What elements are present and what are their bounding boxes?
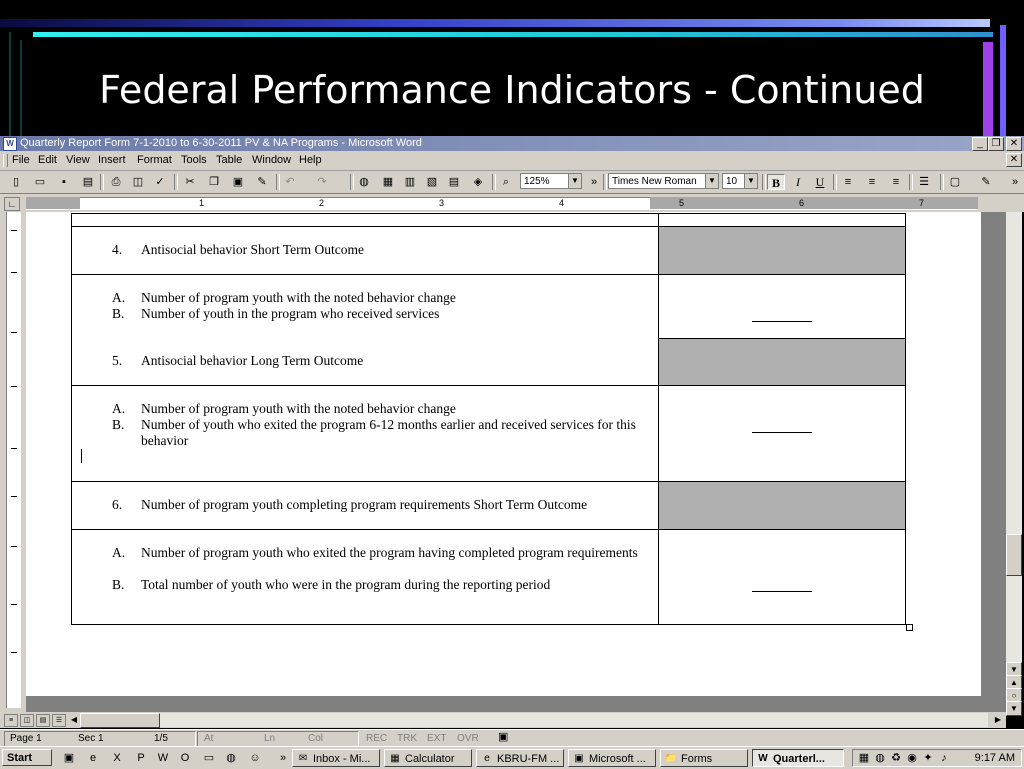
align-left-icon[interactable]: ≡ <box>844 176 852 188</box>
ruler-strip[interactable] <box>6 212 21 708</box>
status-column: Col <box>308 733 324 744</box>
table-row <box>72 227 906 275</box>
normal-view-icon[interactable]: ≡ <box>4 714 18 727</box>
ruler-number: 3 <box>439 198 445 208</box>
chevron-down-icon[interactable]: ▼ <box>744 174 757 188</box>
scroll-thumb[interactable] <box>80 713 160 728</box>
ruler-tick <box>11 448 17 449</box>
task-label: Calculator <box>405 753 455 765</box>
answer-blank[interactable] <box>752 591 812 592</box>
menu-tools[interactable]: Tools <box>181 154 207 166</box>
internet-explorer-icon: e <box>484 753 490 764</box>
publisher-icon[interactable]: P <box>137 752 145 764</box>
ruler-tick <box>11 230 17 231</box>
start-button[interactable] <box>2 749 52 766</box>
font-size-value: 10 <box>726 176 738 187</box>
chevron-down-icon[interactable]: ▼ <box>568 174 581 188</box>
menu-table[interactable]: Table <box>216 154 243 166</box>
insert-excel-icon[interactable]: ▧ <box>426 176 438 188</box>
horizontal-ruler[interactable] <box>0 194 1024 212</box>
ruler-tick <box>11 386 17 387</box>
toolbar-separator <box>492 174 496 190</box>
tray-volume-icon[interactable]: ♪ <box>941 752 947 764</box>
clock[interactable]: 9:17 AM <box>974 752 1015 764</box>
item-text: Number of youth in the program who received services <box>141 306 440 321</box>
table-row <box>72 275 906 339</box>
table-cell[interactable] <box>72 227 659 275</box>
ruler-tick <box>11 652 17 653</box>
ruler-number: 2 <box>319 198 325 208</box>
word-icon[interactable]: W <box>157 752 169 764</box>
undo-icon[interactable]: ↶ <box>285 176 295 188</box>
tray-antivirus-icon[interactable]: ◉ <box>907 752 917 764</box>
copy-icon[interactable]: ❐ <box>209 176 219 188</box>
task-powerpoint[interactable] <box>568 749 656 767</box>
format-painter-icon[interactable]: ✎ <box>257 176 267 188</box>
zoom-value: 125% <box>524 176 550 187</box>
tray-network-icon[interactable]: ▦ <box>858 752 870 764</box>
table-cell[interactable] <box>72 386 659 482</box>
scroll-down-icon[interactable]: ▼ <box>1006 662 1022 677</box>
window-title: Quarterly Report Form 7-1-2010 to 6-30-2011 PV & NA Programs - Microsoft Word <box>20 137 422 149</box>
ruler-margin <box>650 197 978 209</box>
tables-borders-icon[interactable]: ▦ <box>382 176 394 188</box>
table-resize-handle[interactable] <box>906 624 913 631</box>
word-icon: W <box>758 753 768 764</box>
table-cell[interactable] <box>72 214 659 227</box>
menu-format[interactable]: Format <box>137 154 172 166</box>
input-cell[interactable] <box>659 275 906 339</box>
powerpoint-icon: ▣ <box>574 753 584 764</box>
calculator-icon: ▦ <box>390 753 400 764</box>
window-titlebar[interactable] <box>0 136 1024 151</box>
toolbar <box>0 171 1024 194</box>
next-page-icon[interactable]: ▼ <box>1006 701 1022 716</box>
toolbar-separator <box>350 174 354 190</box>
font-size-select[interactable] <box>722 173 758 189</box>
slide-title: Federal Performance Indicators - Continued <box>99 68 925 112</box>
print-icon[interactable]: ⎙ <box>111 176 121 188</box>
toolbar-separator <box>174 174 178 190</box>
system-tray <box>852 749 1022 767</box>
input-cell[interactable] <box>659 530 906 625</box>
shaded-cell <box>659 339 906 386</box>
table-cell[interactable] <box>72 275 659 339</box>
shaded-cell <box>659 227 906 275</box>
status-ext[interactable]: EXT <box>427 733 447 744</box>
toolbar-overflow-icon[interactable]: » <box>1011 176 1019 188</box>
hyperlink-icon[interactable]: ◍ <box>359 176 369 188</box>
tray-security-icon[interactable]: ◍ <box>875 752 885 764</box>
item-heading: Antisocial behavior Short Term Outcome <box>141 242 365 257</box>
table-row <box>72 482 906 530</box>
slide-header <box>0 0 1024 137</box>
spelling-status-icon[interactable]: ▣ <box>498 731 509 743</box>
document-close-button[interactable]: ✕ <box>1006 153 1022 167</box>
outlook-icon[interactable]: O <box>180 752 190 764</box>
task-label: Inbox - Mi... <box>313 753 371 765</box>
outlook-icon: ✉ <box>298 753 308 764</box>
status-bar <box>0 729 1024 747</box>
tab-selector[interactable]: ∟ <box>4 197 20 211</box>
ruler-tick <box>11 332 17 333</box>
task-calculator[interactable] <box>384 749 472 767</box>
status-trk[interactable]: TRK <box>397 733 417 744</box>
ruler-number: 6 <box>799 198 805 208</box>
redo-icon[interactable]: ↷ <box>317 176 327 188</box>
save-icon[interactable]: ▪ <box>62 176 66 188</box>
underline-button[interactable]: U <box>815 175 825 189</box>
task-inbox[interactable] <box>292 749 380 767</box>
toolbar-separator <box>276 174 280 190</box>
outline-view-icon[interactable]: ☰ <box>52 714 66 727</box>
web-layout-icon[interactable]: ◫ <box>20 714 34 727</box>
minimize-button[interactable]: _ <box>972 137 988 151</box>
menu-bar <box>0 151 1024 171</box>
item-label: A. <box>112 401 126 416</box>
scroll-right-icon[interactable]: ▶ <box>994 715 1002 724</box>
paste-icon[interactable]: ▣ <box>232 176 244 188</box>
zoom-select[interactable] <box>520 173 582 189</box>
menu-view[interactable]: View <box>66 154 90 166</box>
permission-icon[interactable]: ▤ <box>82 176 94 188</box>
item-text: Number of program youth who exited the program having completed program requirements <box>141 545 638 560</box>
table-row <box>72 339 906 386</box>
menu-file[interactable]: File <box>12 154 30 166</box>
task-word-document[interactable] <box>752 749 844 767</box>
table-cell[interactable] <box>72 530 659 625</box>
task-browser[interactable] <box>476 749 564 767</box>
drawing-icon[interactable]: ◈ <box>473 176 483 188</box>
word-app-icon[interactable]: W <box>3 137 17 151</box>
indicator-table <box>71 213 906 625</box>
ruler-tick <box>11 496 17 497</box>
menu-help[interactable]: Help <box>299 154 322 166</box>
vertical-scrollbar[interactable] <box>1006 212 1022 712</box>
table-cell[interactable] <box>72 339 659 386</box>
vertical-ruler[interactable] <box>0 212 26 712</box>
previous-page-icon[interactable]: ▲ <box>1006 675 1022 690</box>
input-cell[interactable] <box>659 386 906 482</box>
close-button[interactable]: ✕ <box>1006 137 1022 151</box>
open-folder-icon[interactable]: ▭ <box>34 176 46 188</box>
chevron-down-icon[interactable]: ▼ <box>705 174 718 188</box>
table-row <box>72 214 906 227</box>
answer-blank[interactable] <box>752 432 812 433</box>
cut-icon[interactable]: ✂ <box>185 176 195 188</box>
toolbar-separator <box>100 174 104 190</box>
status-line: Ln <box>264 733 276 744</box>
toolbar-overflow-icon[interactable]: » <box>590 176 598 188</box>
item-heading: Number of program youth completing program requirements Short Term Outcome <box>141 497 588 512</box>
text-cursor <box>81 449 82 463</box>
ruler-number: 5 <box>679 198 685 208</box>
toolbar-separator <box>940 174 944 190</box>
network-icon[interactable]: ◍ <box>226 752 236 764</box>
scroll-track[interactable] <box>80 713 988 727</box>
select-browse-object-icon[interactable]: ○ <box>1006 688 1022 703</box>
menu-edit[interactable]: Edit <box>38 154 57 166</box>
item-label: A. <box>112 290 126 305</box>
task-label: KBRU-FM ... <box>497 753 560 765</box>
toolbar-separator <box>762 174 766 190</box>
zoom-icon[interactable]: ⌕ <box>502 176 510 188</box>
bold-button[interactable]: B <box>767 174 785 190</box>
ruler-tick <box>11 272 17 273</box>
menu-window[interactable]: Window <box>252 154 292 166</box>
toolbar-separator <box>909 174 913 190</box>
status-at: At <box>204 733 214 744</box>
numbering-icon[interactable]: ☰ <box>919 176 929 188</box>
horizontal-scrollbar[interactable] <box>0 712 1006 728</box>
excel-icon[interactable]: X <box>113 752 121 764</box>
decor-bar <box>0 19 990 27</box>
print-preview-icon[interactable]: ◫ <box>132 176 144 188</box>
internet-explorer-icon[interactable]: e <box>89 752 97 764</box>
new-document-icon[interactable]: ▯ <box>12 176 20 188</box>
taskbar <box>0 746 1024 769</box>
ruler-tick <box>11 604 17 605</box>
font-value: Times New Roman <box>612 176 697 187</box>
italic-button[interactable]: I <box>796 175 800 189</box>
quick-launch-overflow-icon[interactable]: » <box>279 752 287 764</box>
menu-grip[interactable] <box>3 154 8 167</box>
tray-sync-icon[interactable]: ♻ <box>891 752 901 764</box>
status-rec[interactable]: REC <box>366 733 388 744</box>
table-row <box>72 386 906 482</box>
item-text: Number of program youth with the noted behavior change <box>141 290 456 305</box>
ruler-number: 7 <box>919 198 925 208</box>
item-text: Number of program youth with the noted behavior change <box>141 401 456 416</box>
insert-table-icon[interactable]: ▥ <box>404 176 416 188</box>
restore-button[interactable]: ❐ <box>988 137 1004 151</box>
messenger-icon[interactable]: ☺ <box>249 752 261 764</box>
font-select[interactable] <box>608 173 719 189</box>
item-number: 5. <box>112 352 123 368</box>
toolbar-separator <box>833 174 837 190</box>
decor-bar <box>33 32 993 37</box>
task-label: Forms <box>681 753 713 765</box>
ruler-number: 4 <box>559 198 565 208</box>
justify-icon[interactable]: ≡ <box>892 176 900 188</box>
table-cell[interactable] <box>659 214 906 227</box>
borders-icon[interactable]: ▢ <box>949 176 961 188</box>
columns-icon[interactable]: ▤ <box>448 176 460 188</box>
status-ovr[interactable]: OVR <box>457 733 479 744</box>
shaded-cell <box>659 482 906 530</box>
tray-update-icon[interactable]: ✦ <box>923 752 933 764</box>
start-label: Start <box>7 752 33 764</box>
task-forms-folder[interactable] <box>660 749 748 767</box>
folder-icon: 📁 <box>664 753 678 764</box>
task-label: Microsoft ... <box>589 753 646 765</box>
highlight-icon[interactable]: ✎ <box>981 176 991 188</box>
print-layout-icon[interactable]: ▤ <box>36 714 50 727</box>
scroll-thumb[interactable] <box>1006 534 1022 576</box>
item-label: A. <box>112 545 126 560</box>
ruler-margin <box>26 197 80 209</box>
item-number: 4. <box>112 242 123 257</box>
ruler-number: 1 <box>199 198 205 208</box>
item-text: Number of youth who exited the program 6-12 months earlier and received services for this behavior <box>141 417 636 448</box>
align-center-icon[interactable]: ≡ <box>868 176 876 188</box>
answer-blank[interactable] <box>752 321 812 322</box>
show-desktop-icon[interactable]: ▣ <box>63 752 75 764</box>
scroll-left-icon[interactable]: ◀ <box>70 715 78 724</box>
item-label: B. <box>112 577 125 592</box>
item-number: 6. <box>112 497 123 512</box>
status-page: Page 1 <box>10 733 42 744</box>
item-label: B. <box>112 306 125 321</box>
folder-icon[interactable]: ▭ <box>203 752 215 764</box>
status-section <box>197 731 359 747</box>
table-row <box>72 530 906 625</box>
task-label: Quarterl... <box>773 753 825 765</box>
spelling-icon[interactable]: ✓ <box>155 176 165 188</box>
menu-insert[interactable]: Insert <box>98 154 126 166</box>
toolbar-separator <box>603 174 607 190</box>
table-cell[interactable] <box>72 482 659 530</box>
status-page-count: 1/5 <box>154 733 168 744</box>
status-section-number: Sec 1 <box>78 733 104 744</box>
item-label: B. <box>112 417 125 432</box>
item-heading: Antisocial behavior Long Term Outcome <box>141 352 364 368</box>
item-text: Total number of youth who were in the program during the reporting period <box>141 577 551 592</box>
ruler-tick <box>11 546 17 547</box>
